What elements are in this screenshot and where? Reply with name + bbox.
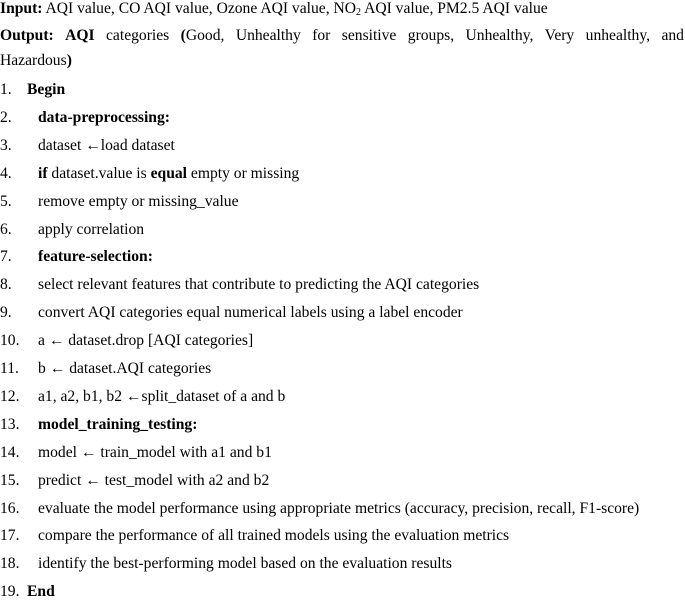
output-line-1 [0,23,684,48]
step-number: 12. [0,387,20,405]
step-number: 14. [0,443,20,461]
output-hazardous: Hazardous [0,52,67,69]
input-line [0,0,548,18]
output-word: Unhealthy [235,27,301,44]
input-text: AQI value, CO AQI value, Ozone AQI value, NO [42,0,357,17]
step-number: 2. [0,108,12,126]
output-word: Unhealthy, [465,27,534,44]
output-label: Output: [0,27,54,44]
step-text: a ← dataset.drop [AQI categories] [38,332,254,350]
step-number: 9. [0,304,12,322]
step-number: 4. [0,164,12,182]
step-text: identify the best-performing model based on the evaluation results [38,555,452,573]
step-text: model_training_testing: [38,415,198,433]
step-text: convert AQI categories equal numerical labels using a label encoder [38,304,463,322]
step-text: data-preprocessing: [38,108,170,126]
step-number: 8. [0,276,12,294]
output-word: unhealthy, [585,27,651,44]
output-word: groups, [407,27,455,44]
step-number: 10. [0,332,20,350]
step-number: 7. [0,248,12,266]
step-text: a1, a2, b1, b2 ←split_dataset of a and b [38,387,286,405]
output-word: AQI [65,27,95,44]
input-text-end: AQI value, PM2.5 AQI value [361,0,548,17]
step-text: model ← train_model with a1 and b1 [38,443,272,461]
output-close-paren: ) [66,52,72,69]
step-text: apply correlation [38,220,145,238]
step-text: evaluate the model performance using appropriate metrics (accuracy, precision, recall, F1-score) [38,499,640,517]
step-text: if dataset.value is equal empty or missing [38,164,300,182]
step-number: 13. [0,415,20,433]
step-number: 19. [0,583,20,601]
step-number: 15. [0,471,20,489]
step-text: compare the performance of all trained models using the evaluation metrics [38,527,510,545]
step-number: 18. [0,555,20,573]
step-number: 5. [0,192,12,210]
step-text: feature-selection: [38,248,153,266]
input-subscript: 2 [356,7,362,18]
output-line-2 [0,48,684,73]
step-number: 6. [0,220,12,238]
output-word: for [312,27,331,44]
step-text: Begin [27,81,66,98]
input-label: Input: [0,0,43,17]
step-number: 17. [0,527,20,545]
step-text: b ← dataset.AQI categories [38,360,212,377]
output-word: sensitive [341,27,397,44]
step-number: 3. [0,136,12,154]
step-number: 11. [0,360,19,377]
step-text: remove empty or missing_value [38,192,239,210]
output-word: categories [106,27,170,44]
output-word: (Good, [180,27,225,44]
step-text: End [27,583,55,601]
step-number: 1. [0,81,12,98]
output-word: and [661,27,684,44]
output-open-paren: ( [180,27,186,44]
step-number: 16. [0,499,20,517]
output-block [0,23,684,73]
step-text: dataset ←load dataset [38,136,175,154]
output-word: Very [544,27,575,44]
step-text: predict ← test_model with a2 and b2 [38,471,270,489]
step-text: select relevant features that contribute to predicting the AQI categories [38,276,480,294]
